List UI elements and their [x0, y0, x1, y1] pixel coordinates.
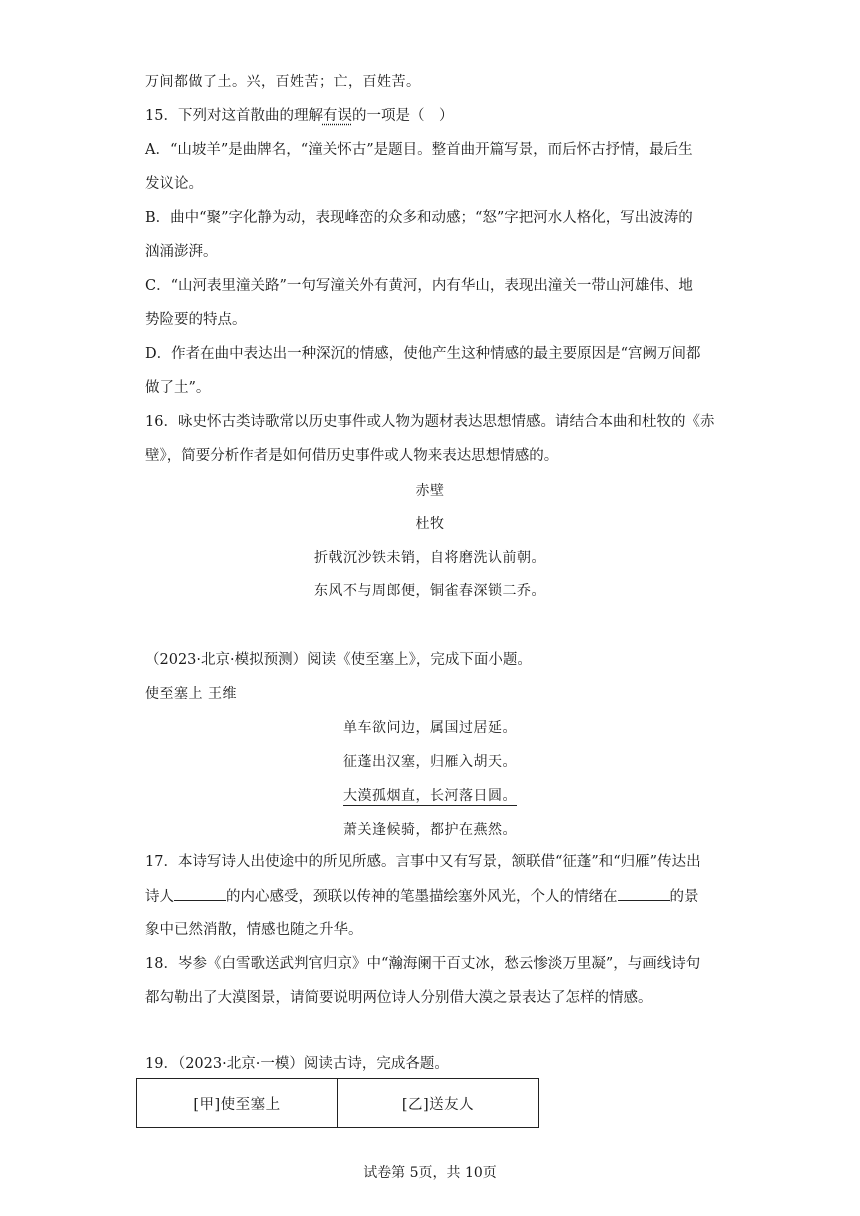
- q15-stem: [145, 106, 725, 126]
- q15-stem-after: 的一项是（ ）: [351, 108, 454, 124]
- chibi-poem-author: 杜牧: [415, 516, 445, 532]
- answer-blank-2[interactable]: [618, 886, 670, 901]
- underlined-verse: 大漠孤烟直，长河落日圆。: [343, 788, 517, 804]
- poem-line4: 萧关逢候骑，都护在燕然。: [343, 822, 517, 838]
- table-cell-poem-a: [甲]使至塞上: [137, 1079, 338, 1128]
- q17-line2-a: 诗人: [145, 889, 174, 905]
- q18-line2: 都勾勒出了大漠图景，请简要说明两位诗人分别借大漠之景表达了怎样的情感。: [145, 990, 653, 1006]
- q16-stem-line1: 16．咏史怀古类诗歌常以历史事件或人物为题材表达思想情感。请结合本曲和杜牧的《赤: [145, 414, 715, 430]
- q15-option-a-line2: 发议论。: [145, 176, 203, 192]
- poem-line3-underlined: [0, 786, 860, 806]
- chibi-poem-line1: 折戟沉沙铁未销，自将磨洗认前朝。: [314, 550, 546, 566]
- section-intro: （2023·北京·模拟预测）阅读《使至塞上》，完成下面小题。: [145, 652, 532, 668]
- q17-line2: [145, 886, 725, 907]
- q17-line2-b: 的内心感受，颈联以传神的笔墨描绘塞外风光，个人的情绪在: [226, 889, 618, 905]
- page-footer: 试卷第 5页，共 10页: [363, 1165, 497, 1181]
- q15-option-d-line2: 做了土”。: [145, 380, 211, 396]
- q16-stem-line2: 壁》，简要分析作者是如何借历史事件或人物来表达思想情感的。: [145, 448, 559, 464]
- q15-option-c-line1: C．“山河表里潼关路”一句写潼关外有黄河，内有华山，表现出潼关一带山河雄伟、地: [145, 278, 693, 294]
- q18-line1: 18．岑参《白雪歌送武判官归京》中“瀚海阑干百丈冰，愁云惨淡万里凝”，与画线诗句: [145, 956, 701, 972]
- q17-line3: 象中已然消散，情感也随之升华。: [145, 922, 363, 938]
- q15-stem-before: 15．下列对这首散曲的理解: [145, 108, 323, 124]
- q15-stem-emphasis: 有误: [322, 108, 352, 124]
- poem-line2: 征蓬出汉塞，归雁入胡天。: [343, 754, 517, 770]
- q17-line2-c: 的景: [669, 889, 699, 905]
- q19-poem-table: [136, 1078, 539, 1128]
- poem-heading: 使至塞上 王维: [145, 686, 237, 702]
- answer-blank-1[interactable]: [174, 886, 226, 901]
- q15-option-b-line1: B．曲中“聚”字化静为动，表现峰峦的众多和动感；“怒”字把河水人格化，写出波涛的: [145, 210, 693, 226]
- chibi-poem-line2: 东风不与周郎便，铜雀春深锁二乔。: [314, 583, 546, 599]
- q15-option-c-line2: 势险要的特点。: [145, 312, 247, 328]
- chibi-poem-title: 赤壁: [415, 483, 445, 499]
- q15-option-b-line2: 汹涌澎湃。: [145, 244, 218, 260]
- poem-ending-line: 万间都做了土。兴，百姓苦；亡，百姓苦。: [145, 74, 421, 90]
- q17-line1: 17．本诗写诗人出使途中的所见所感。言事中又有写景，颔联借“征蓬”和“归雁”传达出: [145, 854, 701, 870]
- q15-option-a-line1: A．“山坡羊”是曲牌名，“潼关怀古”是题目。整首曲开篇写景，而后怀古抒情，最后生: [145, 142, 693, 158]
- q15-option-d-line1: D．作者在曲中表达出一种深沉的情感，使他产生这种情感的最主要原因是“宫阙万间都: [145, 346, 701, 362]
- table-cell-poem-b: [乙]送友人: [338, 1079, 539, 1128]
- poem-line1: 单车欲问边，属国过居延。: [343, 720, 517, 736]
- q19-intro: 19．（2023·北京·一模）阅读古诗，完成各题。: [145, 1056, 449, 1072]
